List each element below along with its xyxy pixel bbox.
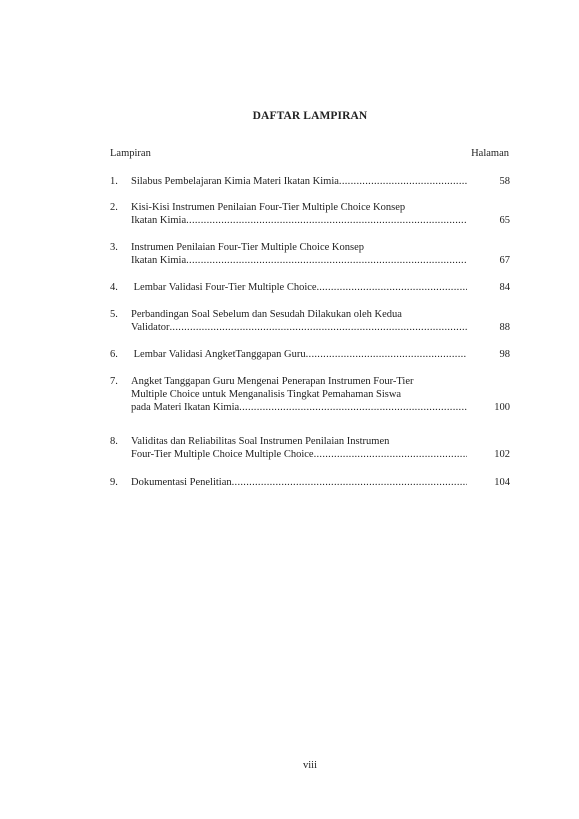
entry-leader-line (131, 348, 467, 361)
entry-text (131, 175, 467, 188)
entry-page-number: 58 (499, 176, 510, 187)
dot-leader (239, 401, 467, 414)
entry-page-number: 98 (499, 349, 510, 360)
entry-title-end: Lembar Validasi Four-Tier Multiple Choice. (131, 282, 320, 293)
entry-text (131, 201, 467, 227)
entry-page-number: 65 (499, 215, 510, 226)
entry-text (131, 348, 467, 361)
entry-title-end: Ikatan Kimia (131, 215, 187, 226)
entry-number: 3. (110, 242, 118, 253)
entry-number: 5. (110, 309, 118, 320)
entry-title-end: Lembar Validasi AngketTanggapan Guru (131, 349, 306, 360)
entry-title-end: Silabus Pembelajaran Kimia Materi Ikatan Kimia (131, 176, 339, 187)
entry-leader-line (131, 254, 467, 267)
entry-line: Instrumen Penilaian Four-Tier Multiple Choice Konsep (131, 242, 364, 253)
entry-leader-line (131, 448, 467, 461)
entry-title-end: pada Materi Ikatan Kimia (131, 402, 240, 413)
dot-leader (319, 281, 467, 294)
entry-text (131, 375, 467, 414)
dot-leader (306, 348, 467, 361)
entry-title-end: Ikatan Kimia (131, 255, 187, 266)
entry-number: 2. (110, 202, 118, 213)
entry-line: Kisi-Kisi Instrumen Penilaian Four-Tier Multiple Choice Konsep (131, 202, 406, 213)
entry-line: Validitas dan Reliabilitas Soal Instrumen Penilaian Instrumen (131, 436, 390, 447)
entry-page-number: 100 (494, 402, 510, 413)
entry-page-number: 102 (494, 449, 510, 460)
entry-text (131, 281, 467, 294)
entry-number: 9. (110, 477, 118, 488)
entry-page-number: 67 (499, 255, 510, 266)
entry-leader-line (131, 281, 467, 294)
entry-number: 7. (110, 376, 118, 387)
entry-text (131, 241, 467, 267)
dot-leader (339, 175, 467, 188)
entry-leader-line (131, 214, 467, 227)
column-header-lampiran: Lampiran (110, 148, 151, 159)
column-header-halaman: Halaman (471, 148, 509, 159)
dot-leader (314, 448, 467, 461)
entry-title-end: Dokumentasi Penelitian (131, 477, 232, 488)
entry-text (131, 435, 467, 461)
entry-leader-line (131, 321, 467, 334)
entry-number: 1. (110, 176, 118, 187)
entry-number: 8. (110, 436, 118, 447)
entry-page-number: 88 (499, 322, 510, 333)
entry-title-end: Four-Tier Multiple Choice Multiple Choice (131, 449, 314, 460)
dot-leader (186, 254, 467, 267)
entry-line: Perbandingan Soal Sebelum dan Sesudah Dilakukan oleh Kedua (131, 309, 402, 320)
entry-leader-line (131, 401, 467, 414)
page-title: DAFTAR LAMPIRAN (252, 110, 368, 122)
entry-number: 6. (110, 349, 118, 360)
entry-page-number: 84 (499, 282, 510, 293)
entry-title-end: Validator (131, 322, 170, 333)
entry-leader-line (131, 175, 467, 188)
entry-number: 4. (110, 282, 118, 293)
dot-leader (170, 321, 468, 334)
page-number: viii (302, 760, 317, 771)
entry-page-number: 104 (494, 477, 510, 488)
entry-line: Angket Tanggapan Guru Mengenai Penerapan Instrumen Four-Tier (131, 376, 414, 387)
dot-leader (232, 476, 467, 489)
entry-text (131, 476, 467, 489)
entry-leader-line (131, 476, 467, 489)
entry-line: Multiple Choice untuk Menganalisis Tingkat Pemahaman Siswa (131, 389, 402, 400)
entry-text (131, 308, 467, 334)
dot-leader (186, 214, 467, 227)
